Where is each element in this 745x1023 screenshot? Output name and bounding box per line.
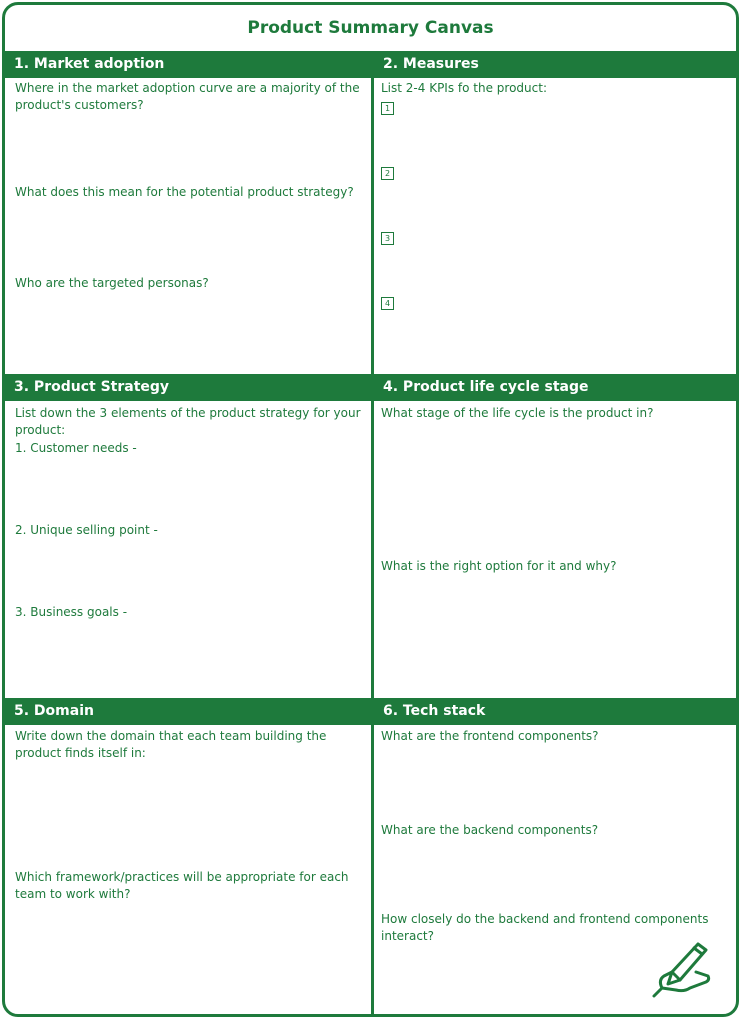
kpi-checkbox-3[interactable]: 3 (381, 232, 394, 245)
section-header-life-cycle: 4. Product life cycle stage (374, 374, 736, 401)
kpi-checkbox-2[interactable]: 2 (381, 167, 394, 180)
section-header-product-strategy: 3. Product Strategy (5, 374, 371, 401)
section-header-market-adoption: 1. Market adoption (5, 51, 371, 78)
domain-question-2: Which framework/practices will be appropriate for each team to work with? (15, 870, 349, 901)
tech-stack-question-3: How closely do the backend and frontend components interact? (381, 912, 709, 943)
tech-stack-question-1: What are the frontend components? (381, 729, 599, 743)
product-strategy-intro: List down the 3 elements of the product strategy for your product: (15, 406, 361, 437)
market-adoption-question-2: What does this mean for the potential product strategy? (15, 185, 354, 199)
summary-canvas (2, 2, 739, 1017)
kpi-checkbox-1[interactable]: 1 (381, 102, 394, 115)
market-adoption-question-1: Where in the market adoption curve are a majority of the product's customers? (15, 81, 360, 112)
measures-intro: List 2-4 KPIs fo the product: (381, 81, 548, 95)
section-header-measures: 2. Measures (374, 51, 736, 78)
product-strategy-item-2: 2. Unique selling point - (15, 523, 158, 537)
product-strategy-item-1: 1. Customer needs - (15, 441, 137, 455)
kpi-checkbox-4[interactable]: 4 (381, 297, 394, 310)
life-cycle-question-2: What is the right option for it and why? (381, 559, 617, 573)
market-adoption-question-3: Who are the targeted personas? (15, 276, 209, 290)
section-header-domain: 5. Domain (5, 698, 371, 725)
hand-writing-pen-icon (650, 938, 714, 1002)
product-strategy-item-3: 3. Business goals - (15, 605, 128, 619)
life-cycle-question-1: What stage of the life cycle is the product in? (381, 406, 654, 420)
section-header-tech-stack: 6. Tech stack (374, 698, 736, 725)
page-title: Product Summary Canvas (247, 18, 494, 38)
column-divider (371, 51, 374, 1014)
domain-question-1: Write down the domain that each team building the product finds itself in: (15, 729, 327, 760)
tech-stack-question-2: What are the backend components? (381, 823, 599, 837)
